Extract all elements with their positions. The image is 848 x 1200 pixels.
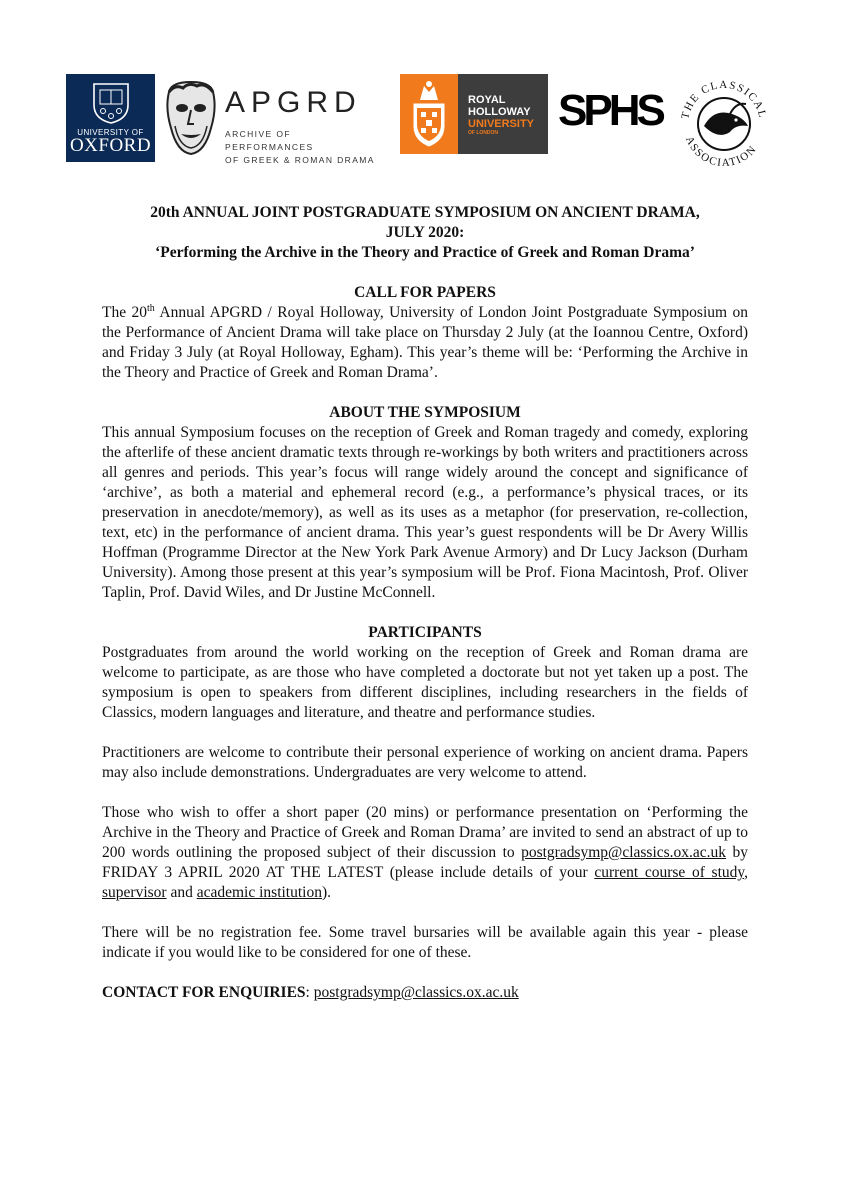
oxford-logo-line1: UNIVERSITY OF [77, 128, 144, 137]
document-title-theme: ‘Performing the Archive in the Theory and Practice of Greek and Roman Drama’ [155, 244, 695, 261]
about-paragraph: This annual Symposium focuses on the reception of Greek and Roman tragedy and comedy, exploring the afterlife of these ancient dramatic texts through re-workings by both writers and practitioners across all genres and periods. This year’s focus will range widely around the concept and significance of ‘archive’, as both a material and ephemeral record (e.g., a performance’s physical traces, or its preservation in anecdote/memory), as well as its uses as a metaphor (for preservation, re-collection, text, etc) in the performance of ancient drama. This year’s guest respondents will be Dr Avery Willis Hoffman (Programme Director at the New York Park Avenue Armory) and Dr Lucy Jackson (Durham University). Among those present at this year’s symposium will be Prof. Fiona Macintosh, Prof. Oliver Taplin, Prof. David Wiles, and Dr Justine McConnell. [102, 424, 748, 601]
participants-paragraph-1: Postgraduates from around the world working on the reception of Greek and Roman drama are welcome to participate, as are those who have completed a doctorate but not yet taken up a post. The symposium is open to speakers from different disciplines, including researchers in the fields of Classics, modern languages and literature, and theatre and performance studies. [102, 644, 748, 721]
royal-holloway-line3: UNIVERSITY [468, 118, 535, 130]
p3-text-b: by FRIDAY 3 APRIL 2020 AT THE LATEST (please include details of your [102, 844, 748, 881]
call-text-body: Annual APGRD / Royal Holloway, University of London Joint Postgraduate Symposium on the Performance of Ancient Drama will take place on Thursday 2 July (at the Ioannou Centre, Oxford) and Friday 3 July (at Royal Holloway, Egham). This year’s theme will be: ‘Performing the Archive in the Theory and Practice of Greek and Roman Drama’. [102, 304, 748, 381]
svg-text:THE CLASSICAL: THE CLASSICAL [679, 78, 769, 121]
royal-holloway-crest-icon [400, 74, 458, 154]
sphs-logo [558, 76, 666, 156]
participants-paragraph-3 [102, 803, 748, 903]
sphs-text: SPHS [558, 86, 662, 135]
p3-text-e: ). [321, 884, 332, 901]
royal-holloway-line1: ROYAL [468, 94, 506, 106]
oxford-crest-icon [91, 81, 131, 125]
academic-institution-text: academic institution [196, 884, 322, 901]
participants-heading: PARTICIPANTS [368, 624, 482, 641]
royal-holloway-logo [400, 74, 548, 154]
document-title-line2: JULY 2020: [385, 224, 465, 241]
contact-line [102, 983, 748, 1003]
apgrd-subtitle-line1: ARCHIVE OF PERFORMANCES [225, 129, 314, 152]
submission-email-link[interactable]: postgradsymp@classics.ox.ac.uk [521, 844, 727, 861]
course-of-study-text: current course of study [594, 864, 745, 881]
oxford-logo [66, 74, 155, 162]
svg-text:ASSOCIATION: ASSOCIATION [682, 134, 760, 166]
contact-label: CONTACT FOR ENQUIRIES [102, 984, 306, 1001]
p3-text-c: , [744, 864, 748, 881]
contact-separator: : [305, 984, 314, 1001]
classical-association-logo [674, 74, 774, 166]
oxford-logo-line2: OXFORD [69, 135, 152, 156]
p3-text-a: Those who wish to offer a short paper (20 mins) or performance presentation on ‘Performing the Archive in the Theory and Practice of Greek and Roman Drama’ are invited to send an abstract of up to 200 words outlining the proposed subject of their discussion to [102, 804, 748, 861]
about-heading: ABOUT THE SYMPOSIUM [329, 404, 521, 421]
call-for-papers-paragraph [102, 303, 748, 383]
call-text-superscript: th [147, 302, 155, 314]
logo-row [66, 72, 778, 166]
call-for-papers-document [102, 203, 748, 1003]
royal-holloway-line2: HOLLOWAY [468, 106, 531, 118]
apgrd-logo [161, 72, 379, 165]
participants-paragraph-2: Practitioners are welcome to contribute their personal experience of working on ancient drama. Papers may also include demonstrations. Undergraduates are very welcome to attend. [102, 744, 748, 781]
call-for-papers-heading: CALL FOR PAPERS [354, 284, 496, 301]
supervisor-text: supervisor [102, 884, 167, 901]
apgrd-title: APGRD [225, 86, 362, 119]
royal-holloway-line4: OF LONDON [468, 130, 498, 136]
contact-email-link[interactable]: postgradsymp@classics.ox.ac.uk [313, 984, 519, 1001]
call-text-pre: The 20 [102, 304, 148, 321]
apgrd-subtitle [225, 128, 379, 167]
p3-text-d: and [166, 884, 197, 901]
theatre-mask-icon [161, 78, 221, 158]
classical-association-emblem-icon [674, 74, 774, 166]
apgrd-subtitle-line2: OF GREEK & ROMAN DRAMA [225, 155, 375, 165]
document-title-line1: 20th ANNUAL JOINT POSTGRADUATE SYMPOSIUM ON ANCIENT DRAMA, [150, 204, 700, 221]
participants-paragraph-4: There will be no registration fee. Some travel bursaries will be available again this year - please indicate if you would like to be considered for one of these. [102, 924, 748, 961]
royal-holloway-name [458, 74, 548, 154]
